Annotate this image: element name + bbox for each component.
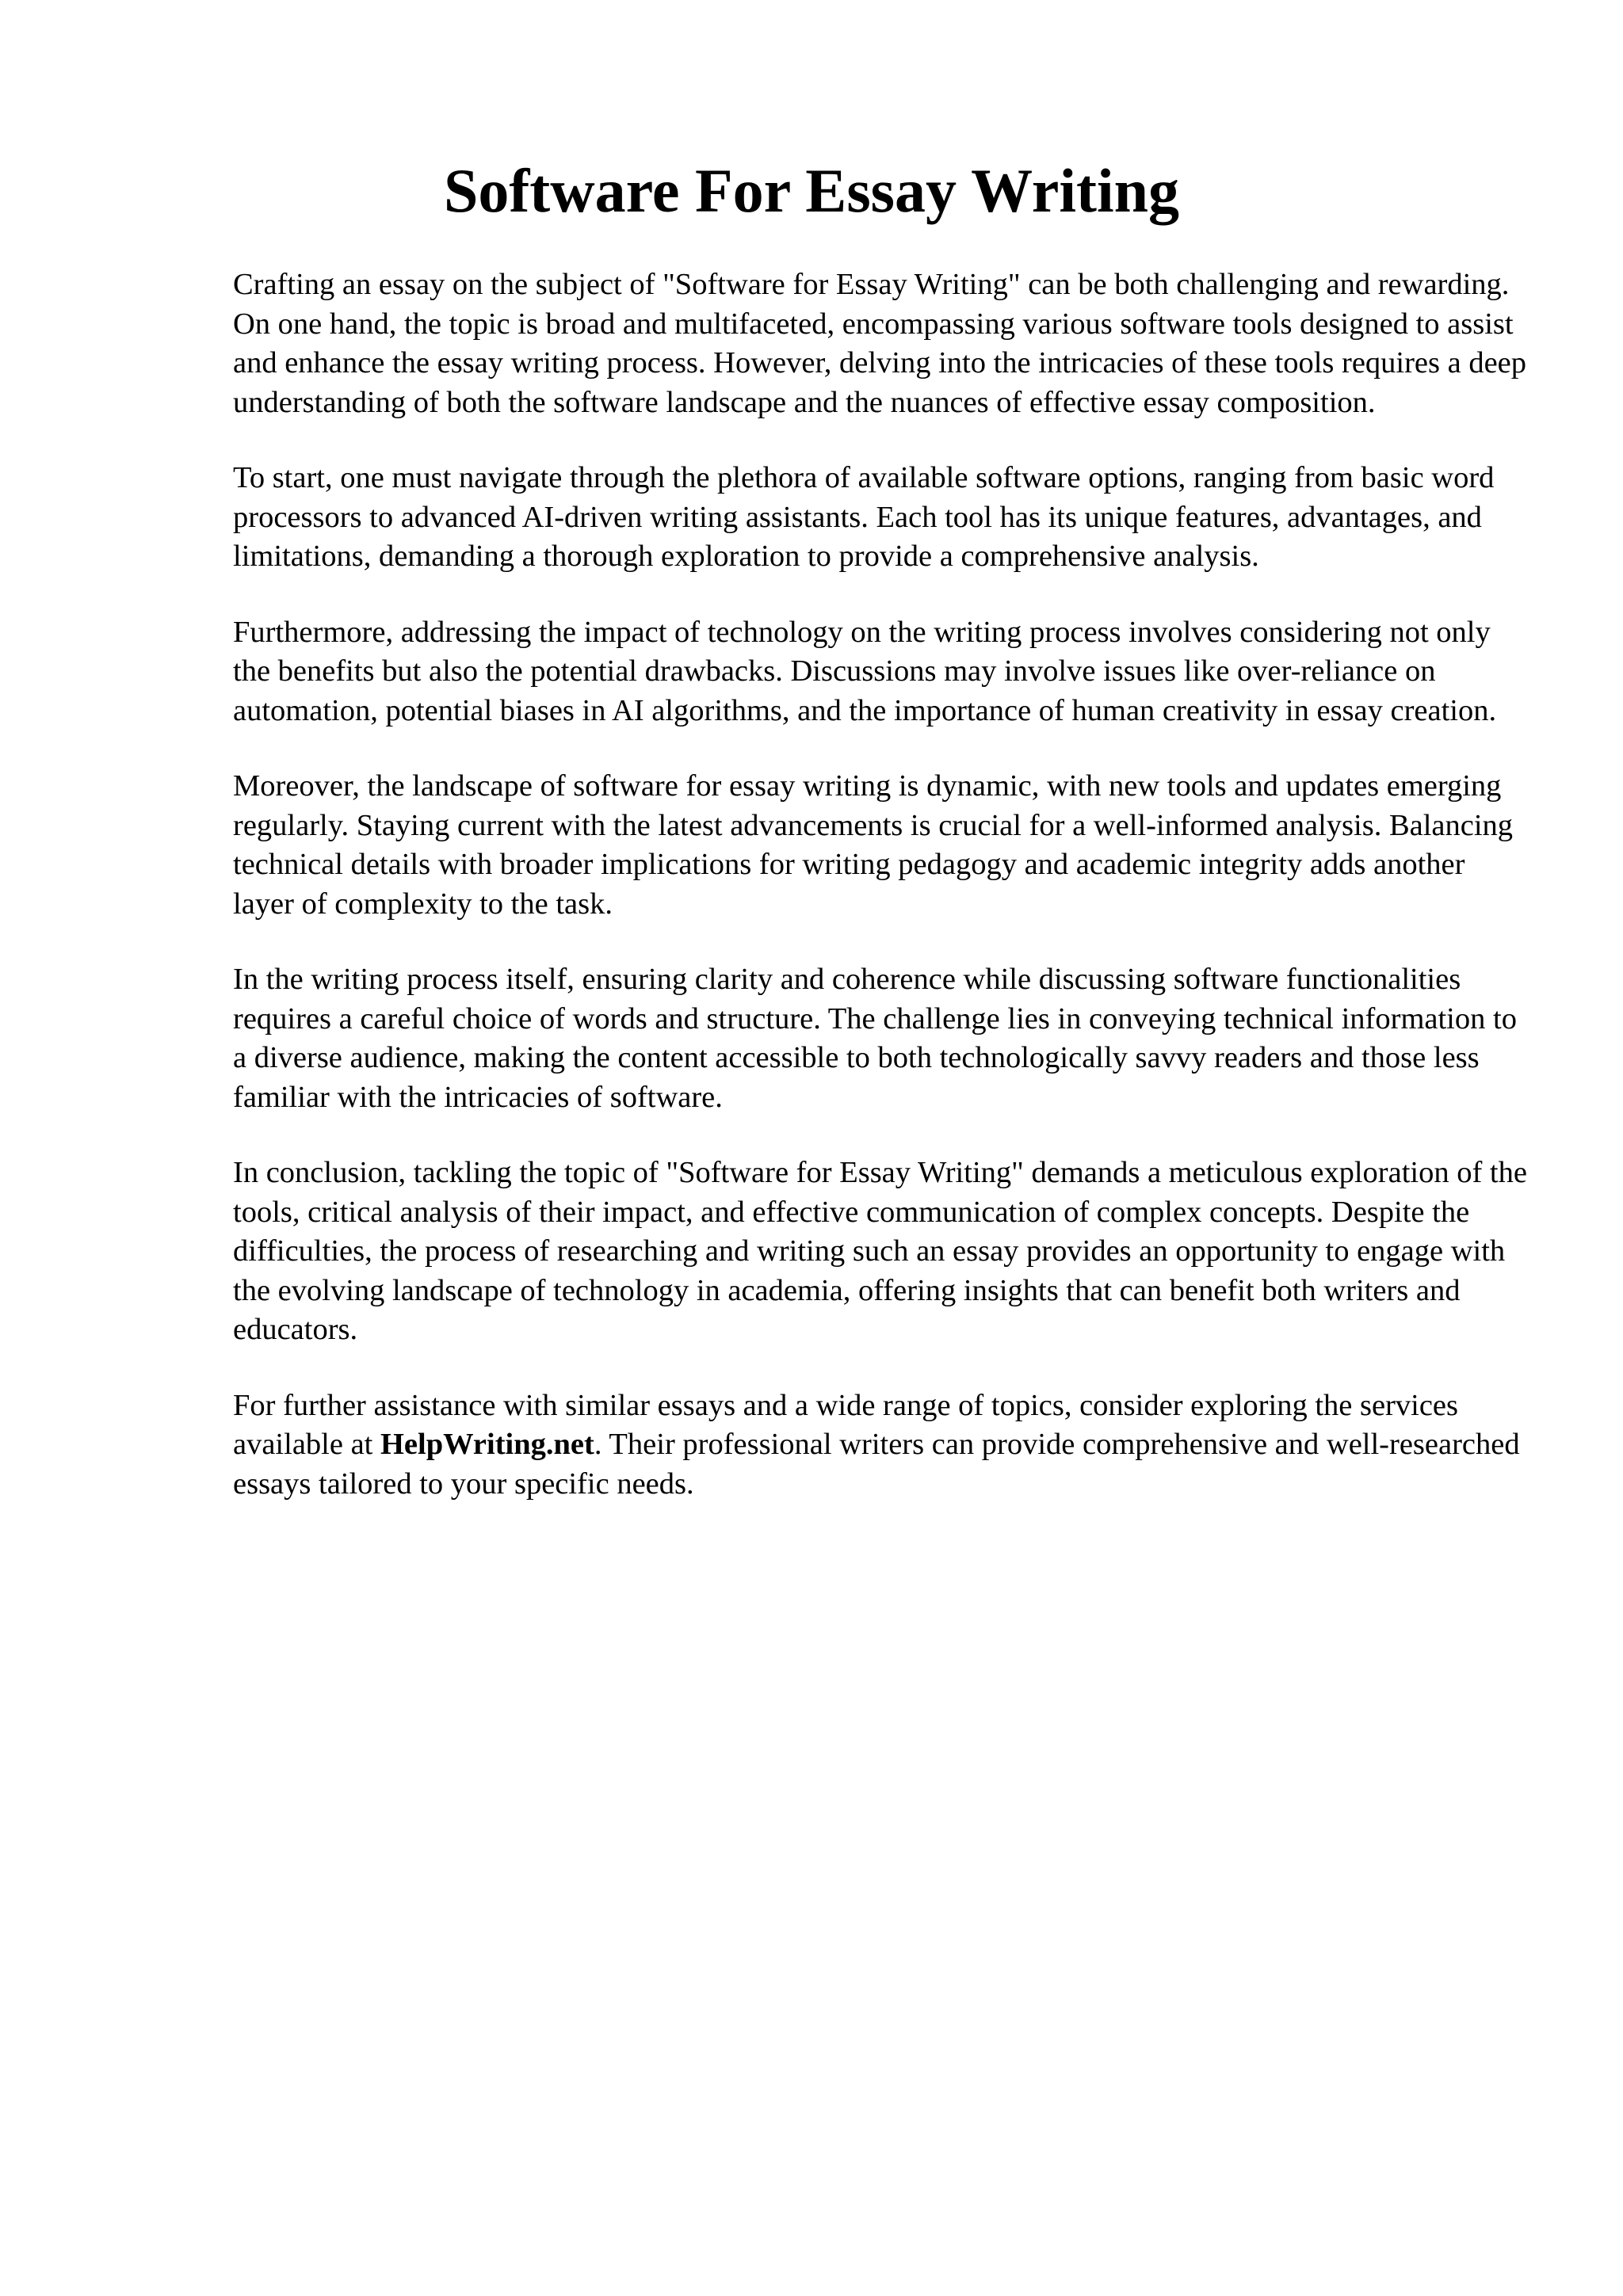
paragraph-4: Moreover, the landscape of software for essay writing is dynamic, with new tools and updates emerging regularly. Staying current with the latest advancements is crucial for a well-informed analysis. Balancing technical details with broader implications for writing pedagogy and academic integrity adds another layer of complexity to the task. xyxy=(233,769,1514,921)
closing-text-after: . Their professional writers can provide comprehensive and well-researched essays tailored to your specific needs. xyxy=(233,1428,1520,1501)
paragraph-6: In conclusion, tackling the topic of "Software for Essay Writing" demands a meticulous exploration of the tools, critical analysis of their impact, and effective communication of complex concepts. Despite the difficulties, the process of researching and writing such an essay provides an opportunity to engage with the evolving landscape of technology in academia, offering insights that can benefit both writers and educators. xyxy=(233,1156,1527,1346)
paragraph-5: In the writing process itself, ensuring clarity and coherence while discussing software functionalities requires a careful choice of words and structure. The challenge lies in conveying technical information to a diverse audience, making the content accessible to both technologically savvy readers and those less familiar with the intricacies of software. xyxy=(233,963,1517,1114)
paragraph-3: Furthermore, addressing the impact of technology on the writing process involves considering not only the benefits but also the potential drawbacks. Discussions may involve issues like over-reliance on automation, potential biases in AI algorithms, and the importance of human creativity in essay creation. xyxy=(233,615,1497,727)
page-title: Software For Essay Writing xyxy=(443,156,1180,225)
paragraph-2: To start, one must navigate through the plethora of available software options, ranging from basic word processors to advanced AI-driven writing assistants. Each tool has its unique features, advantages, and limitations, demanding a thorough exploration to provide a comprehensive analysis. xyxy=(233,461,1495,573)
closing-text-before: For further assistance with similar essays and a wide range of topics, consider exploring the services available at xyxy=(233,1388,1458,1461)
closing-paragraph xyxy=(233,1386,1533,1505)
paragraph-1: Crafting an essay on the subject of "Software for Essay Writing" can be both challenging and rewarding. On one hand, the topic is broad and multifaceted, encompassing various software tools designed to assist and enhance the essay writing process. However, delving into the intricacies of these tools requires a deep understanding of both the software landscape and the nuances of effective essay composition. xyxy=(233,268,1527,419)
essay-body xyxy=(233,265,1533,1540)
brand-link[interactable]: HelpWriting.net xyxy=(380,1428,594,1461)
